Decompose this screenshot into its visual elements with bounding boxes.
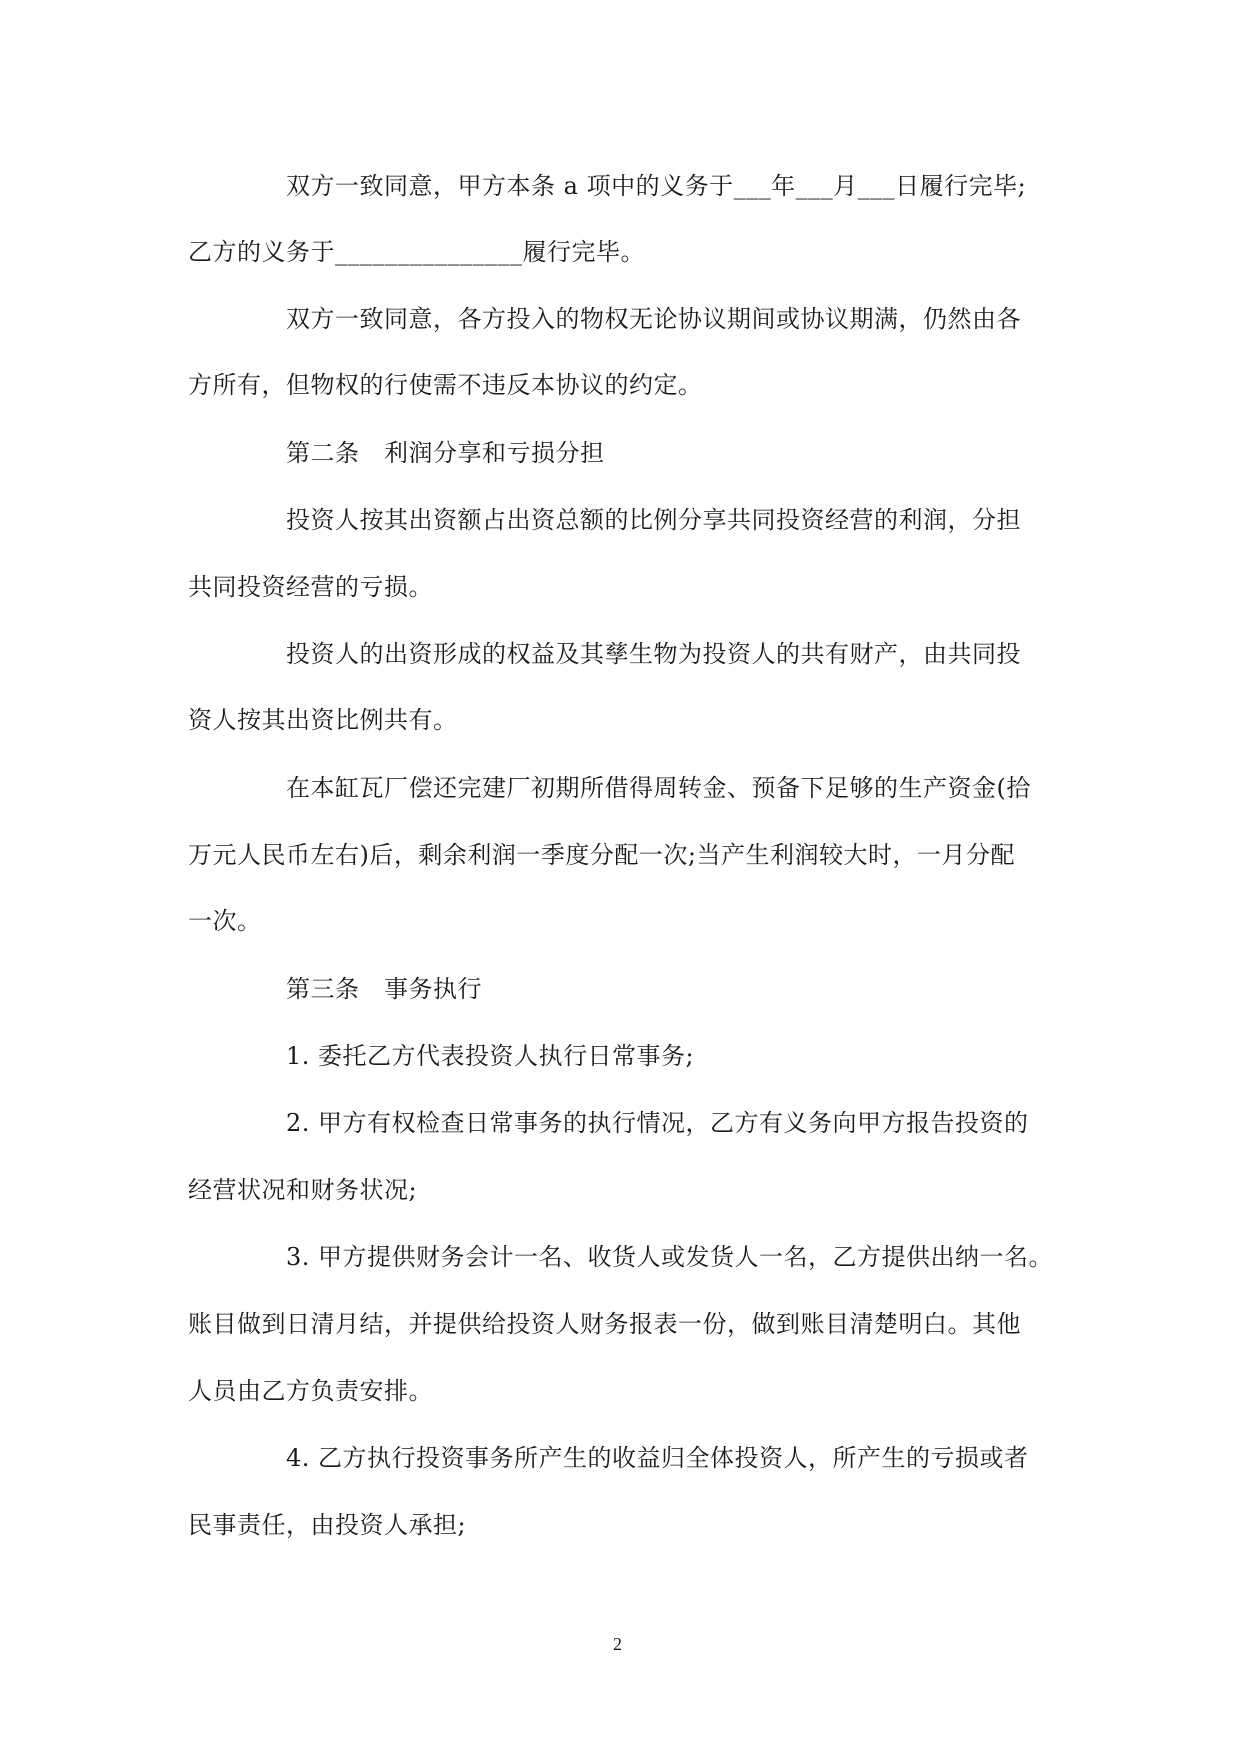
- text-line: 账目做到日清月结，并提供给投资人财务报表一份，做到账目清楚明白。其他: [188, 1310, 1021, 1338]
- text-line: 4. 乙方执行投资事务所产生的收益归全体投资人，所产生的亏损或者: [286, 1444, 1029, 1472]
- section-heading: 第二条 利润分享和亏损分担: [286, 439, 605, 467]
- text-line: 在本缸瓦厂偿还完建厂初期所借得周转金、预备下足够的生产资金(拾: [286, 774, 1031, 802]
- text-line: 共同投资经营的亏损。: [188, 573, 433, 601]
- text-line: 资人按其出资比例共有。: [188, 706, 458, 734]
- text-line: 投资人按其出资额占出资总额的比例分享共同投资经营的利润，分担: [286, 506, 1021, 534]
- text-line: 乙方的义务于_______________履行完毕。: [188, 238, 645, 266]
- text-line: 双方一致同意，甲方本条 a 项中的义务于___年___月___日履行完毕;: [286, 172, 1027, 200]
- text-line: 3. 甲方提供财务会计一名、收货人或发货人一名，乙方提供出纳一名。: [286, 1243, 1054, 1271]
- text-line: 人员由乙方负责安排。: [188, 1377, 433, 1405]
- section-heading: 第三条 事务执行: [286, 975, 482, 1003]
- text-line: 1. 委托乙方代表投资人执行日常事务;: [286, 1042, 695, 1070]
- text-line: 2. 甲方有权检查日常事务的执行情况，乙方有义务向甲方报告投资的: [286, 1109, 1029, 1137]
- text-line: 方所有，但物权的行使需不违反本协议的约定。: [188, 371, 703, 399]
- text-line: 万元人民币左右)后，剩余利润一季度分配一次;当产生利润较大时，一月分配: [188, 841, 1015, 869]
- text-line: 民事责任，由投资人承担;: [188, 1511, 467, 1539]
- text-line: 双方一致同意，各方投入的物权无论协议期间或协议期满，仍然由各: [286, 305, 1021, 333]
- text-line: 投资人的出资形成的权益及其孳生物为投资人的共有财产，由共同投: [286, 640, 1021, 668]
- text-line: 经营状况和财务状况;: [188, 1176, 418, 1204]
- text-line: 一次。: [188, 907, 262, 935]
- page-number: 2: [613, 1634, 622, 1654]
